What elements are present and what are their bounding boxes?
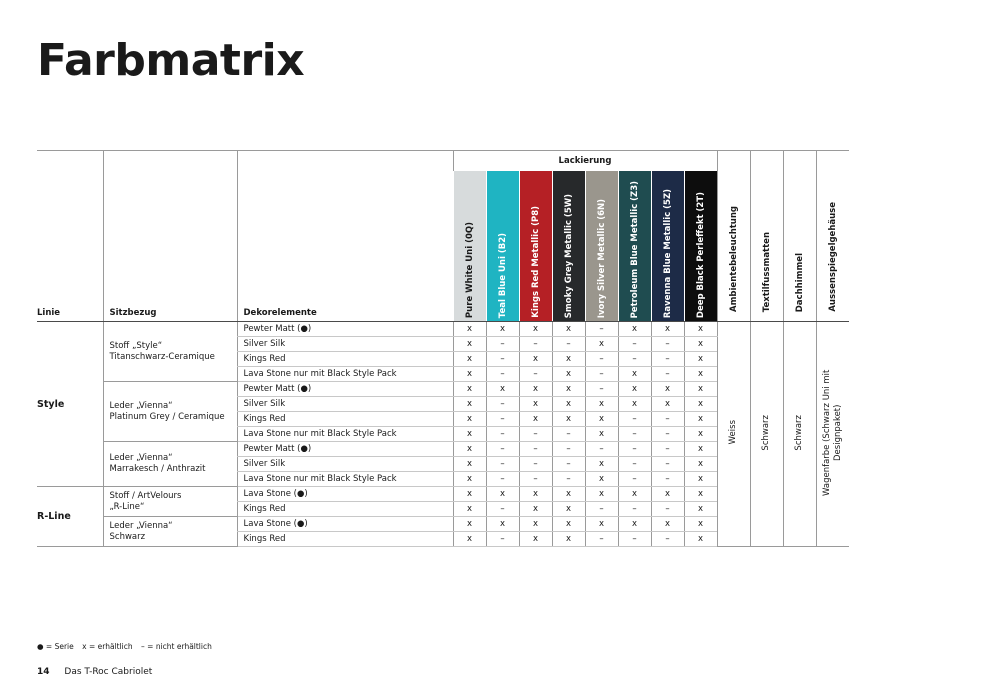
availability-cell: – — [519, 457, 552, 472]
seat-cover-line: Titanschwarz-Ceramique — [109, 351, 215, 362]
availability-cell: x — [684, 487, 717, 502]
availability-cell: – — [585, 532, 618, 547]
availability-cell: x — [618, 517, 651, 532]
seat-cover-line: Stoff „Style“ — [109, 340, 163, 351]
availability-cell: x — [684, 502, 717, 517]
extra-value-label: Schwarz — [761, 414, 771, 451]
extra-header-0 — [717, 151, 750, 322]
availability-cell: x — [519, 412, 552, 427]
lackierung-header: Lackierung — [453, 151, 717, 172]
color-name: Ivory Silver Metallic (6N) — [596, 198, 607, 318]
availability-cell: – — [618, 457, 651, 472]
extra-value-label: Schwarz — [794, 414, 804, 451]
extra-value-0 — [717, 322, 750, 547]
availability-cell: x — [519, 322, 552, 337]
color-name: Pure White Uni (0Q) — [464, 221, 475, 318]
color-matrix-table — [37, 150, 849, 547]
availability-cell: – — [585, 442, 618, 457]
availability-cell: – — [486, 442, 519, 457]
decor-element: Lava Stone (●) — [237, 517, 453, 532]
availability-cell: x — [684, 322, 717, 337]
decor-element: Pewter Matt (●) — [237, 382, 453, 397]
availability-cell: – — [519, 367, 552, 382]
extra-value-1 — [750, 322, 783, 547]
availability-cell: x — [552, 367, 585, 382]
availability-cell: x — [453, 502, 486, 517]
availability-cell: x — [486, 322, 519, 337]
availability-cell: – — [486, 337, 519, 352]
availability-cell: – — [486, 532, 519, 547]
legend — [37, 642, 218, 651]
availability-cell: x — [684, 397, 717, 412]
col-header-dekorelemente: Dekorelemente — [237, 151, 453, 322]
availability-cell: – — [552, 337, 585, 352]
page-footer — [37, 667, 152, 677]
availability-cell: – — [585, 352, 618, 367]
seat-cover-line: Platinum Grey / Ceramique — [109, 411, 225, 422]
availability-cell: – — [486, 427, 519, 442]
seat-cover-line: Schwarz — [109, 531, 146, 542]
seat-cover-line: Marrakesch / Anthrazit — [109, 464, 206, 474]
color-swatch-2 — [519, 171, 552, 322]
decor-element: Silver Silk — [237, 457, 453, 472]
availability-cell: – — [618, 352, 651, 367]
seat-cover-line: Leder „Vienna“ — [109, 453, 173, 463]
availability-cell: – — [651, 352, 684, 367]
color-name: Deep Black Perleffekt (2T) — [695, 191, 706, 318]
availability-cell: – — [519, 442, 552, 457]
availability-cell: – — [651, 472, 684, 487]
availability-cell: x — [486, 517, 519, 532]
availability-cell: x — [453, 412, 486, 427]
availability-cell: x — [519, 532, 552, 547]
availability-cell: – — [651, 442, 684, 457]
availability-cell: x — [684, 412, 717, 427]
availability-cell: – — [651, 337, 684, 352]
availability-cell: x — [453, 517, 486, 532]
availability-cell: – — [651, 427, 684, 442]
seat-cover-line: Leder „Vienna“ — [109, 400, 173, 411]
availability-cell: – — [618, 337, 651, 352]
availability-cell: – — [552, 457, 585, 472]
availability-cell: – — [486, 457, 519, 472]
availability-cell: – — [585, 382, 618, 397]
availability-cell: x — [651, 517, 684, 532]
decor-element: Pewter Matt (●) — [237, 322, 453, 337]
availability-cell: x — [684, 457, 717, 472]
availability-cell: – — [519, 337, 552, 352]
availability-cell: x — [618, 322, 651, 337]
decor-element: Lava Stone nur mit Black Style Pack — [237, 427, 453, 442]
availability-cell: x — [453, 487, 486, 502]
availability-cell: x — [519, 502, 552, 517]
extra-value-2 — [783, 322, 816, 547]
availability-cell: x — [453, 337, 486, 352]
availability-cell: x — [684, 442, 717, 457]
color-name: Petroleum Blue Metallic (Z3) — [629, 180, 640, 318]
availability-cell: x — [684, 352, 717, 367]
availability-cell: x — [618, 367, 651, 382]
footer-text: Das T-Roc Cabriolet — [64, 667, 153, 677]
availability-cell: – — [519, 427, 552, 442]
decor-element: Pewter Matt (●) — [237, 442, 453, 457]
availability-cell: – — [618, 412, 651, 427]
availability-cell: – — [651, 412, 684, 427]
availability-cell: – — [651, 457, 684, 472]
availability-cell: x — [453, 397, 486, 412]
seat-cover-line: „R-Line“ — [109, 501, 145, 512]
availability-cell: – — [552, 472, 585, 487]
seat-cover — [103, 322, 237, 382]
availability-cell: x — [453, 322, 486, 337]
legend-unavailable: – = nicht erhältlich — [141, 642, 212, 651]
color-name: Kings Red Metallic (P8) — [530, 206, 541, 318]
availability-cell: x — [552, 532, 585, 547]
availability-cell: x — [684, 532, 717, 547]
availability-cell: x — [486, 487, 519, 502]
availability-cell: – — [486, 352, 519, 367]
color-swatch-6 — [651, 171, 684, 322]
line-name: Style — [37, 322, 103, 487]
availability-cell: x — [585, 397, 618, 412]
availability-cell: – — [486, 367, 519, 382]
seat-cover — [103, 382, 237, 442]
legend-available: x = erhältlich — [82, 642, 133, 651]
availability-cell: x — [453, 352, 486, 367]
availability-cell: x — [453, 367, 486, 382]
availability-cell: – — [585, 367, 618, 382]
color-name: Smoky Grey Metallic (5W) — [563, 193, 574, 318]
availability-cell: – — [618, 472, 651, 487]
extra-header-3 — [816, 151, 849, 322]
extra-header-1 — [750, 151, 783, 322]
page-number: 14 — [37, 667, 50, 677]
availability-cell: – — [486, 472, 519, 487]
availability-cell: x — [618, 487, 651, 502]
col-header-sitzbezug: Sitzbezug — [103, 151, 237, 322]
table-row — [37, 322, 849, 337]
color-swatch-0 — [453, 171, 486, 322]
availability-cell: x — [552, 397, 585, 412]
availability-cell: x — [684, 427, 717, 442]
availability-cell: – — [519, 472, 552, 487]
seat-cover-line: Stoff / ArtVelours — [109, 490, 182, 501]
availability-cell: – — [585, 322, 618, 337]
availability-cell: x — [684, 517, 717, 532]
decor-element: Kings Red — [237, 532, 453, 547]
extra-header-label: Aussenspiegelgehäuse — [827, 202, 838, 312]
availability-cell: x — [618, 382, 651, 397]
seat-cover-line: Leder „Vienna“ — [109, 520, 173, 531]
page-title: Farbmatrix — [37, 35, 305, 86]
availability-cell: x — [651, 397, 684, 412]
availability-cell: x — [453, 442, 486, 457]
availability-cell: x — [684, 367, 717, 382]
availability-cell: x — [519, 517, 552, 532]
availability-cell: x — [552, 502, 585, 517]
availability-cell: x — [552, 412, 585, 427]
availability-cell: – — [486, 397, 519, 412]
availability-cell: x — [552, 487, 585, 502]
availability-cell: x — [519, 487, 552, 502]
availability-cell: – — [651, 502, 684, 517]
availability-cell: x — [585, 337, 618, 352]
availability-cell: x — [519, 382, 552, 397]
decor-element: Silver Silk — [237, 397, 453, 412]
availability-cell: – — [486, 502, 519, 517]
availability-cell: x — [453, 472, 486, 487]
availability-cell: – — [651, 532, 684, 547]
extra-value-3 — [816, 322, 849, 547]
availability-cell: – — [552, 442, 585, 457]
availability-cell: x — [519, 397, 552, 412]
seat-cover — [103, 487, 237, 517]
availability-cell: x — [651, 487, 684, 502]
extra-header-label: Textilfussmatten — [761, 231, 772, 312]
color-swatch-5 — [618, 171, 651, 322]
availability-cell: x — [585, 427, 618, 442]
color-swatch-4 — [585, 171, 618, 322]
extra-value-label: Weiss — [728, 420, 738, 445]
availability-cell: x — [552, 382, 585, 397]
availability-cell: – — [552, 427, 585, 442]
extra-header-label: Ambientebeleuchtung — [728, 206, 739, 312]
decor-element: Silver Silk — [237, 337, 453, 352]
availability-cell: x — [651, 382, 684, 397]
color-name: Teal Blue Uni (B2) — [497, 232, 508, 318]
availability-cell: x — [585, 472, 618, 487]
col-header-linie: Linie — [37, 151, 103, 322]
availability-cell: x — [651, 322, 684, 337]
seat-cover — [103, 517, 237, 547]
seat-cover — [103, 442, 237, 487]
availability-cell: – — [585, 502, 618, 517]
availability-cell: x — [486, 382, 519, 397]
availability-cell: – — [618, 442, 651, 457]
availability-cell: x — [453, 427, 486, 442]
extra-header-label: Dachhimmel — [794, 252, 805, 312]
availability-cell: x — [453, 532, 486, 547]
decor-element: Lava Stone nur mit Black Style Pack — [237, 472, 453, 487]
availability-cell: x — [453, 382, 486, 397]
availability-cell: – — [651, 367, 684, 382]
availability-cell: – — [618, 502, 651, 517]
color-swatch-3 — [552, 171, 585, 322]
decor-element: Kings Red — [237, 352, 453, 367]
color-swatch-1 — [486, 171, 519, 322]
availability-cell: x — [684, 337, 717, 352]
decor-element: Kings Red — [237, 502, 453, 517]
availability-cell: x — [585, 412, 618, 427]
decor-element: Lava Stone nur mit Black Style Pack — [237, 367, 453, 382]
extra-value-label: Wagenfarbe (Schwarz Uni mit Designpaket) — [821, 369, 843, 496]
availability-cell: x — [552, 352, 585, 367]
legend-serie: ● = Serie — [37, 642, 74, 651]
availability-cell: x — [684, 382, 717, 397]
availability-cell: – — [486, 412, 519, 427]
decor-element: Kings Red — [237, 412, 453, 427]
availability-cell: x — [519, 352, 552, 367]
color-name: Ravenna Blue Metallic (5Z) — [662, 188, 673, 318]
decor-element: Lava Stone (●) — [237, 487, 453, 502]
availability-cell: x — [552, 517, 585, 532]
color-swatch-7 — [684, 171, 717, 322]
availability-cell: – — [618, 427, 651, 442]
availability-cell: x — [684, 472, 717, 487]
availability-cell: x — [585, 517, 618, 532]
availability-cell: x — [618, 397, 651, 412]
availability-cell: x — [453, 457, 486, 472]
extra-header-2 — [783, 151, 816, 322]
availability-cell: x — [585, 487, 618, 502]
availability-cell: x — [585, 457, 618, 472]
availability-cell: – — [618, 532, 651, 547]
line-name: R-Line — [37, 487, 103, 547]
availability-cell: x — [552, 322, 585, 337]
